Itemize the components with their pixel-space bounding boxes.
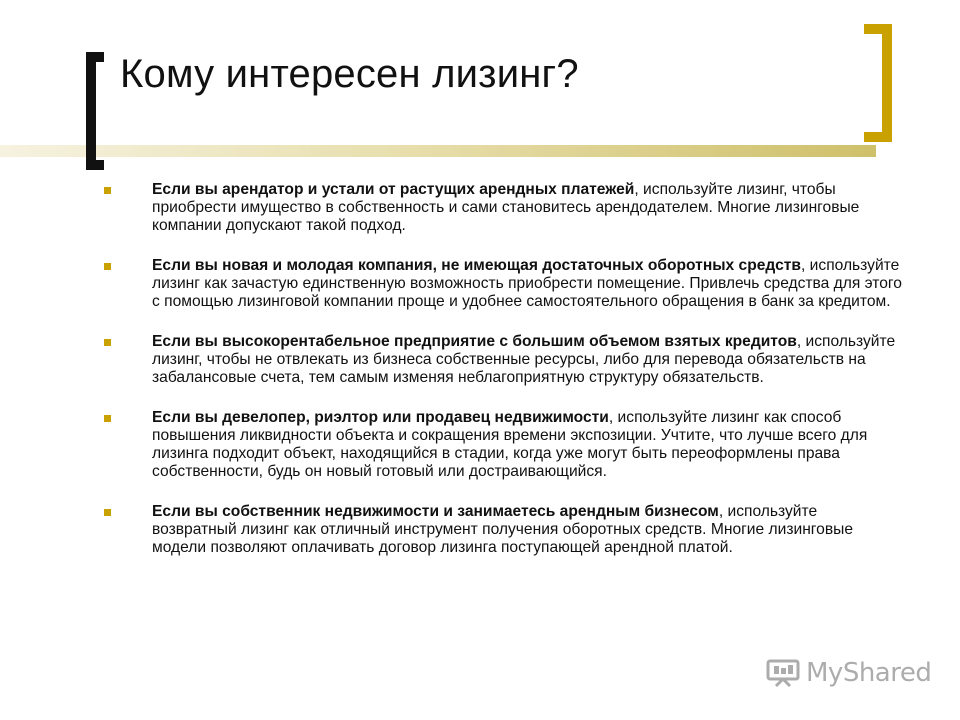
item-body-text: , используйте лизинг как зачастую единственную возможность приобрести помещение. Привлечь средства для этого с помощью лизинговой компании проще и удобнее самостоятельного обращения в банк за кредитом.	[152, 257, 902, 310]
square-bullet-icon	[104, 187, 111, 194]
bullet-list	[104, 181, 904, 579]
item-lead-text: Если вы арендатор и устали от растущих арендных платежей	[152, 181, 635, 198]
slide-title: Кому интересен лизинг?	[120, 52, 579, 96]
item-body-text: , используйте возвратный лизинг как отличный инструмент получения оборотных средств. Многие лизинговые модели позволяют оплачивать договор лизинга поступающей арендной платой.	[152, 503, 853, 556]
list-item	[104, 409, 904, 481]
item-lead-text: Если вы высокорентабельное предприятие с большим объемом взятых кредитов	[152, 333, 797, 350]
list-item	[104, 503, 904, 557]
list-item	[104, 257, 904, 311]
watermark-logo	[766, 658, 931, 688]
list-item	[104, 181, 904, 235]
square-bullet-icon	[104, 509, 111, 516]
item-lead-text: Если вы новая и молодая компания, не имеющая достаточных оборотных средств	[152, 257, 802, 274]
square-bullet-icon	[104, 415, 111, 422]
left-bracket-decoration	[86, 52, 104, 170]
square-bullet-icon	[104, 339, 111, 346]
presentation-screen-icon	[766, 659, 800, 687]
item-lead-text: Если вы собственник недвижимости и занимаетесь арендным бизнесом	[152, 503, 719, 520]
watermark-text: MyShared	[806, 658, 932, 688]
item-body-text: , используйте лизинг, чтобы приобрести имущество в собственность и сами становитесь арендодателем. Многие лизинговые компании допускают такой подход.	[152, 181, 860, 234]
list-item	[104, 333, 904, 387]
item-body-text: , используйте лизинг, чтобы не отвлекать из бизнеса собственные ресурсы, либо для перевода обязательств на забалансовые счета, тем самым изменяя неблагоприятную структуру обязательств.	[152, 333, 896, 386]
item-body-text: , используйте лизинг как способ повышения ликвидности объекта и сокращения времени экспозиции. Учтите, что лучше всего для лизинга подходит объект, находящийся в стадии, когда уже могут быть переоформлены права собственности, будь он новый готовый или достраивающийся.	[152, 409, 868, 480]
square-bullet-icon	[104, 263, 111, 270]
title-underline-bar	[0, 145, 876, 157]
right-bracket-decoration	[864, 24, 892, 142]
item-lead-text: Если вы девелопер, риэлтор или продавец недвижимости	[152, 409, 609, 426]
